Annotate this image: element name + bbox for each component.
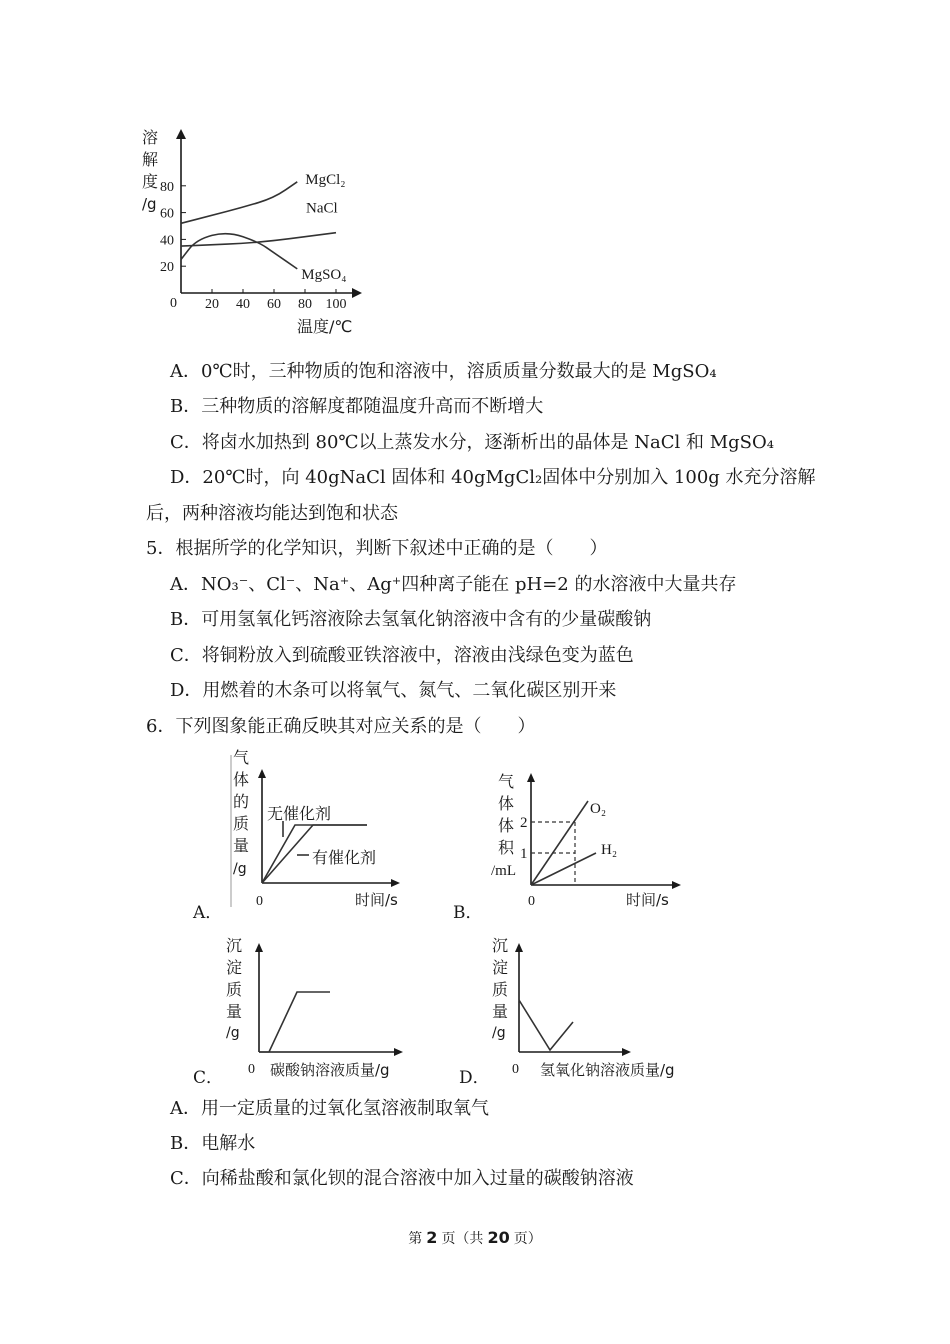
graph-b-tick-1: 1 — [520, 846, 528, 862]
series-label-mgso4: MgSO₄ — [301, 266, 347, 283]
graph-a-ylabel-6: /g — [233, 861, 247, 877]
graph-b-ylabel-3: 体 — [498, 816, 515, 835]
graph-d-origin: 0 — [512, 1062, 519, 1077]
graph-d-ylabel-4: 量 — [492, 1002, 509, 1021]
q6-option-c: C．向稀盐酸和氯化钡的混合溶液中加入过量的碳酸钠溶液 — [170, 1168, 634, 1189]
graph-c-xlabel: 碳酸钠溶液质量/g — [270, 1061, 390, 1079]
graph-c-ylabel-1: 沉 — [226, 936, 243, 955]
graph-d-xlabel: 氢氧化钠溶液质量/g — [540, 1061, 675, 1079]
q4-option-a: A．0℃时，三种物质的饱和溶液中，溶质质量分数最大的是 MgSO₄ — [170, 361, 717, 382]
page-footer — [0, 1228, 950, 1248]
q6-option-b: B．电解水 — [170, 1133, 256, 1154]
graph-d — [488, 935, 698, 1085]
graph-b-line-o2 — [531, 801, 588, 885]
x-axis-label: 温度/℃ — [297, 317, 353, 336]
graph-a-ylabel-5: 量 — [233, 836, 250, 855]
graph-d-curve — [519, 1000, 573, 1050]
graph-a — [225, 745, 415, 915]
graph-b-label-o2: O₂ — [590, 801, 607, 817]
graph-a-origin: 0 — [256, 894, 263, 909]
y-axis-label-3: 度 — [142, 172, 159, 191]
series-line-nacl — [181, 233, 336, 246]
y-tick-label: 20 — [160, 260, 174, 276]
q5-option-a: A．NO₃⁻、Cl⁻、Na⁺、Ag⁺四种离子能在 pH=2 的水溶液中大量共存 — [170, 574, 737, 595]
graph-c-ylabel-4: 量 — [226, 1002, 243, 1021]
y-axis-label-2: 解 — [142, 150, 159, 169]
q5-option-b: B．可用氢氧化钙溶液除去氢氧化钠溶液中含有的少量碳酸钠 — [170, 609, 652, 630]
footer-page-number: 2 — [426, 1228, 438, 1247]
graph-b-ylabel-1: 气 — [498, 772, 515, 791]
q4-option-b: B．三种物质的溶解度都随温度升高而不断增大 — [170, 396, 544, 417]
footer-suffix: 页） — [513, 1231, 542, 1247]
graph-a-xlabel: 时间/s — [355, 891, 398, 909]
q6-option-a: A．用一定质量的过氧化氢溶液制取氧气 — [170, 1098, 489, 1119]
q4-option-d-line1: D．20℃时，向 40gNaCl 固体和 40gMgCl₂固体中分别加入 100g 水充分溶解 — [170, 467, 816, 488]
q5-option-d: D．用燃着的木条可以将氧气、氮气、二氧化碳区别开来 — [170, 680, 617, 701]
graph-a-ylabel-1: 气 — [233, 748, 250, 767]
x-tick-label: 80 — [298, 297, 312, 312]
graph-a-ylabel-4: 质 — [233, 814, 250, 833]
graph-b-xlabel: 时间/s — [626, 891, 669, 909]
x-tick-label: 20 — [205, 297, 219, 312]
graph-d-label: D． — [459, 1068, 490, 1088]
graph-a-curve2-label: 有催化剂 — [312, 848, 377, 867]
graph-c-curve — [259, 992, 330, 1052]
graph-a-curve1-label: 无催化剂 — [267, 804, 332, 823]
y-axis-label-1: 溶 — [142, 128, 159, 147]
x-tick-label: 60 — [267, 297, 281, 312]
graph-b-origin: 0 — [528, 894, 535, 909]
graph-b-line-h2 — [531, 853, 596, 885]
q6-stem: 6．下列图象能正确反映其对应关系的是（ ） — [146, 716, 536, 737]
footer-middle: 页（共 — [441, 1231, 484, 1247]
graph-c-ylabel-2: 淀 — [226, 958, 243, 977]
graph-b-label: B． — [453, 903, 483, 923]
graph-a-ylabel-3: 的 — [233, 792, 250, 811]
y-tick-label: 60 — [160, 206, 174, 222]
graph-c-origin: 0 — [248, 1062, 255, 1077]
y-tick-label: 40 — [160, 233, 174, 249]
graph-a-label: A． — [193, 903, 223, 923]
footer-prefix: 第 — [408, 1231, 423, 1247]
x-tick-label: 40 — [236, 297, 250, 312]
q4-option-c: C．将卤水加热到 80℃以上蒸发水分，逐渐析出的晶体是 NaCl 和 MgSO₄ — [170, 432, 774, 453]
q4-option-d-line2: 后，两种溶液均能达到饱和状态 — [146, 503, 398, 524]
graph-d-ylabel-2: 淀 — [492, 958, 509, 977]
graph-d-ylabel-1: 沉 — [492, 936, 509, 955]
q5-stem: 5．根据所学的化学知识，判断下叙述中正确的是（ ） — [146, 538, 608, 559]
graph-d-ylabel-5: /g — [492, 1025, 506, 1041]
graph-b — [488, 765, 688, 915]
series-label-mgcl2: MgCl₂ — [305, 171, 346, 188]
graph-c — [222, 935, 412, 1085]
y-tick-label: 80 — [160, 179, 174, 195]
footer-total-pages: 20 — [487, 1228, 510, 1247]
origin-label: 0 — [170, 296, 177, 311]
series-line-mgso4 — [181, 234, 297, 269]
x-tick-label: 100 — [325, 297, 347, 312]
series-label-nacl: NaCl — [306, 200, 338, 217]
solubility-chart — [140, 125, 380, 340]
series-line-mgcl2 — [181, 182, 297, 224]
graph-d-ylabel-3: 质 — [492, 980, 509, 999]
q5-option-c: C．将铜粉放入到硫酸亚铁溶液中，溶液由浅绿色变为蓝色 — [170, 645, 634, 666]
graph-a-ylabel-2: 体 — [233, 770, 250, 789]
graph-c-label: C． — [193, 1068, 224, 1088]
y-axis-label-4: /g — [142, 195, 157, 213]
graph-c-ylabel-5: /g — [226, 1025, 240, 1041]
graph-b-ylabel-2: 体 — [498, 794, 515, 813]
graph-b-ylabel-5: /mL — [491, 863, 516, 879]
graph-c-ylabel-3: 质 — [226, 980, 243, 999]
graph-b-tick-2: 2 — [520, 815, 528, 831]
graph-b-label-h2: H₂ — [601, 842, 618, 858]
graph-b-ylabel-4: 积 — [498, 838, 515, 857]
